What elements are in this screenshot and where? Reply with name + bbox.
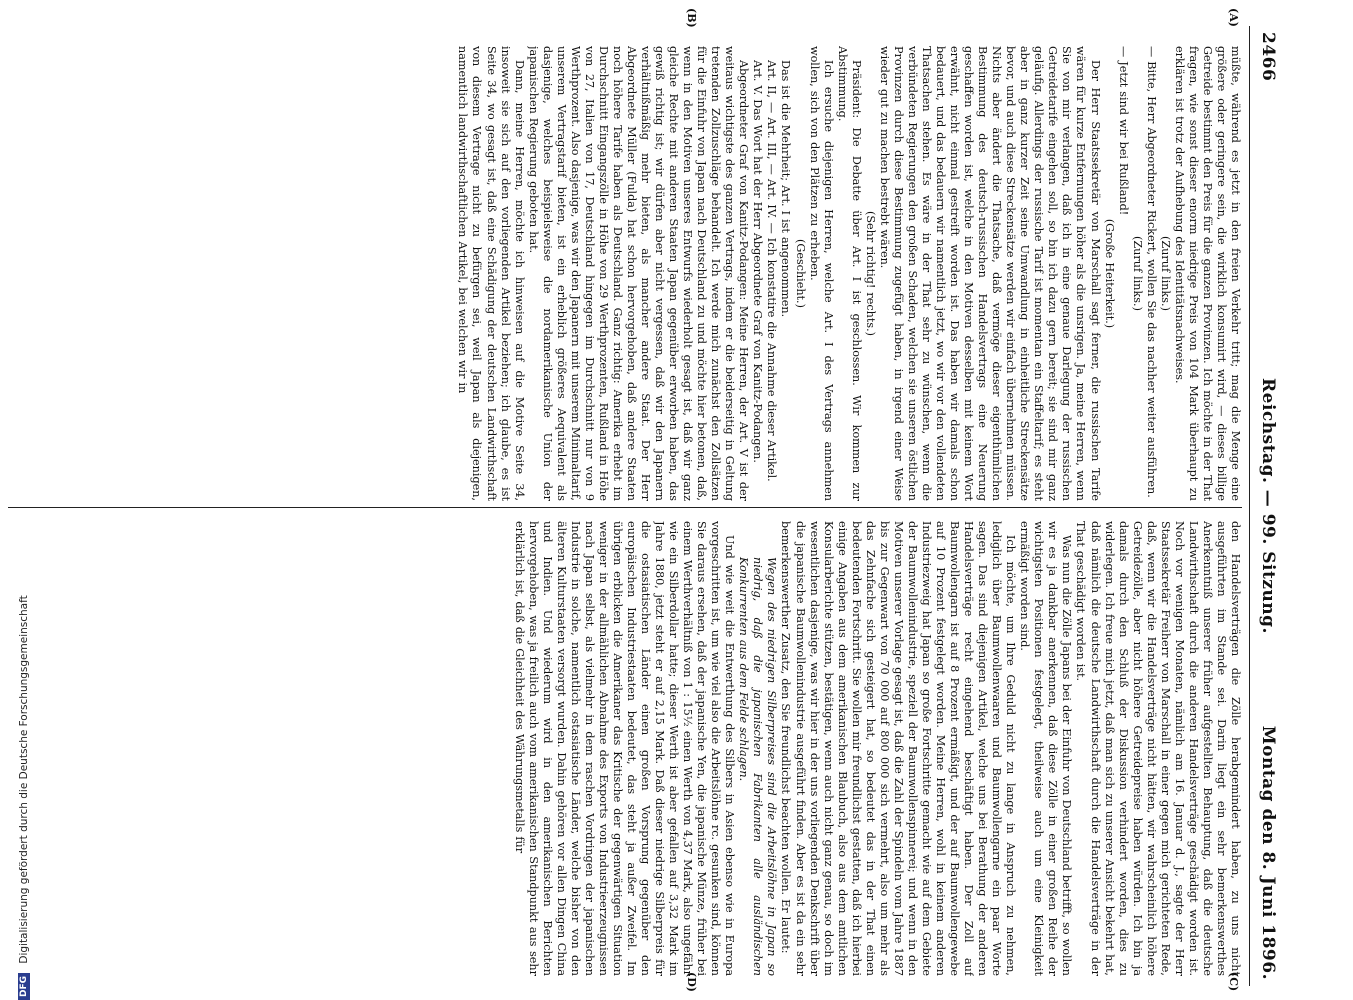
paragraph: Dann, meine Herren, möchte ich hinweisen auf die Motive Seite 34, insoweit sie sich auf den vorliegenden Artikel beziehen; ich glaube, es ist Seite 34, wo gesagt ist, daß eine Schädigung der deutschen Landwirthschaft von diesem Vertrage nicht zu befürgen sei, weil Japan als diejenigen, namentlich landwirthschaftlichen Artikel, bei welchen wir in [456, 46, 526, 501]
paragraph: Abgeordneter Graf von Kanitz-Podangen: Meine Herren, der Art. V ist der weitaus wichtigste des ganzen Vertrags, indem er die beiderseitig in Geltung tretenden Zollzuschläge behandelt. Ich werde mich zunächst den Zollsätzen für die Einfuhr von Japan nach Deutschland zu und möchte hier betonen, daß, wenn in den Motiven unseres Entwurfs wiederholt gesagt ist, daß wir ganz gleiche Rechte mit anderen Staaten Japan gegenüber erworben haben, das gewiß richtig ist; wir dürfen aber nicht vergessen, daß wir den Japanern verhältnißmäßig mehr bieten, als mancher andere Staat. Der Herr Abgeordnete Müller (Fulda) hat schon hervorgehoben, daß andere Staaten noch höhere Tarife haben als Deutschland. Ganz richtig: Amerika erhebt im Durchschnitt Eingangszölle in Höhe von 29 Werthprozenten, Rußland in Höhe von 27, Italien von 17, Deutschland hingegen im Durchschnitt nur von 9 Werthprozent. Also dasjenige, was wir den Japanern mit unserem Minimaltarif, unserem Vertragstarif bieten, ist ein erheblich größeres Aequivalent als dasjenige, welches beispielsweise die nordamerikanische Union der japanischen Regierung geboten hat. [526, 46, 751, 501]
paragraph: Ich ersuche diejenigen Herren, welche Art. I des Vertrags annehmen wollen, sich von den Plätzen zu erheben. [807, 46, 835, 501]
paragraph: Ich möchte, um Ihre Geduld nicht zu lange in Anspruch zu nehmen, lediglich über Baumwollenwaaren und Baumwollengarne ein paar Worte sagen. Das sind diejenigen Artikel, welche uns bei Berathung der anderen Handelsverträge recht eingehend beschäftigt haben. Der Zoll auf Baumwollengarn ist auf 8 Prozent ermäßigt, und der auf Baumwollengewebe auf 10 Prozent festgelegt worden. Meine Herren, wohl in keinem anderen Industriezweig hat Japan so große Fortschritte gemacht wie auf dem Gebiete der Baumwollenindustrie, speziell der Baumwollenspinnerei; und wenn in den Motiven unserer Vorlage gesagt ist, daß die Zahl der Spindeln vom Jahre 1887 bis zur Gegenwart von 70 000 auf 800 000 sich vermehrt, also um mehr als das Zehnfache sich gesteigert hat, so bedeutet das in der That einen bedeutenden Fortschritt. Sie wollen mir freundlichst gestatten, daß ich hierbei einige Angaben aus dem amerikanischen Blaubuch, also aus dem amtlichen Konsularberichte stützen, bestätigen, wenn auch nicht ganz genau, so doch im wesentlichen dasjenige, was wir hier in der uns vorliegenden Denkschrift über die japanische Baumwollenindustrie ausgeführt finden. Aber es ist da ein sehr bemerkenswerther Zusatz, den Sie freundlichst beachten wollen. Er lautet: [779, 521, 1018, 976]
session-title: Reichstag. — 99. Sitzung. [1258, 378, 1278, 634]
page-number: 2466 [1258, 32, 1278, 82]
dfg-logo: DFG [18, 973, 30, 1000]
page-header [1249, 26, 1284, 986]
interjection: (Zuruf links.) [1130, 236, 1144, 311]
interjection: (Große Heiterkeit.) [1102, 218, 1116, 329]
margin-marker-a: (A) [1227, 8, 1240, 27]
digitization-footer [18, 0, 34, 1000]
text-columns [8, 8, 1242, 992]
paragraph: müßte, während es jetzt in den freien Verkehr tritt; mag die Menge eine größere oder geringere sein, die wirklich konsumirt wird, — dieses billige Getreide bestimmt den Preis für die ganzen Provinzen. Ich möchte in der That fragen, wie sonst dieser enorm niedrige Preis von 104 Mark überhaupt zu erklären ist trotz der Aufhebung des Identitätsnachweises. [1172, 46, 1242, 501]
paragraph: Das ist die Mehrheit; Art. I ist angenommen. [779, 60, 793, 318]
interjection: (Sehr richtig! rechts.) [863, 210, 877, 337]
column-divider [8, 507, 1242, 508]
right-column [8, 521, 1242, 976]
paragraph: — Jetzt sind wir bei Rußland! [1116, 46, 1130, 216]
paragraph: Der Herr Staatssekretär von Marschall sagt ferner, die russischen Tarife wären für kurze Entfernungen höher als die unsrigen. Ja, meine Herren, wenn Sie von mir verlangen, daß ich in eine genaue Darlegung der russischen Getreidetarife eingehen soll, so bin ich dazu gern bereit; sie sind mir ganz geläufig. Allerdings der russische Tarif ist momentan ein Staffeltarif; es steht aber in ganz kurzer Zeit seine Umwandlung in einheitliche Streckensätze bevor, und auch diese Streckensätze werden wir einfach übernehmen müssen. Nichts aber ändert die Thatsache, daß vermöge dieser eigenthümlichen Bestimmung des deutsch-russischen Handelsvertrags eine Neuerung geschaffen worden ist, welche in den Motiven desselben mit keinem Wort erwähnt, nicht einmal gestreift worden ist. Das haben wir damals schon bedauert, und das bedauern wir namentlich jetzt, wo wir vor den vollendeten Thatsachen stehen. Es wäre in der That sehr zu wünschen, wenn die verbündeten Regierungen den großen Schaden, welchen sie unseren östlichen Provinzen durch diese Bestimmung zugefügt haben, in irgend einer Weise wieder gut zu machen bestrebt wären. [877, 46, 1102, 501]
margin-marker-c: (C) [1227, 972, 1240, 992]
interjection: (Geschieht.) [793, 239, 807, 308]
left-column [8, 46, 1242, 501]
paragraph: Was nun die Zölle Japans bei der Einfuhr von Deutschland betrifft, so wollen wir es ja dankbar anerkennen, daß diese Zölle in einer großen Reihe der wichtigsten Positionen festgelegt, theilweise auch um eine Kleinigkeit ermäßigt worden sind. [1018, 521, 1074, 976]
footer-text: Digitalisierung gefördert durch die Deutsche Forschungsgemeinschaft [18, 595, 30, 964]
paragraph: Art. V. Das Wort hat der Herr Abgeordnete Graf von Kanitz-Podangen. [751, 60, 765, 463]
margin-marker-d: (D) [685, 972, 698, 992]
paragraph: Präsident: Die Debatte über Art. I ist geschlossen. Wir kommen zur Abstimmung. [835, 46, 863, 501]
quotation: Wegen des niedrigen Silberpreises sind die Arbeitslöhne in Japan so niedrig, daß die japanischen Fabrikanten alle ausländischen Konkurrenten aus dem Felde schlagen. [737, 557, 779, 976]
session-date: Montag den 8. Juni 1896. [1258, 725, 1278, 980]
paragraph: Art. II, — Art. III, — Art. IV. — Ich konstatire die Annahme dieser Artikel. [765, 60, 779, 482]
paragraph: — Bitte, Herr Abgeordneter Rickert, wollen Sie das nachher weiter ausführen. [1144, 46, 1158, 498]
margin-marker-b: (B) [685, 8, 698, 28]
paragraph: Und wie weit die Entwerthung des Silbers in Asien ebenso wie in Europa vorgeschritten ist, um wie viel also die Arbeitslöhne rc. gesunken sind, können Sie daraus ersehen, daß der japanische Yen, die japanische Münze, früher bei einem Werthverhältniß von 1 : 15½ einen Werth von 4,37 Mark, also ungefähr wie ein Silberdollar hatte; dieser Werth ist aber gefallen auf 3,32 Mark im Jahre 1880, jetzt steht er auf 2,15 Mark. Daß dieser niedrige Silberpreis für die ostasiatischen Länder einen großen Vorsprung gegenüber den europäischen Industriestaaten bedeutet, das steht ja außer Zweifel. Im übrigen erblicken die Amerikaner das Kritische der gegenwärtigen Situation weniger in der allmählichen Abnahme des Exports von Industrieerzeugnissen nach Japan selbst, als vielmehr in dem raschen Vordringen der japanischen Industrie in solche, namentlich ostasiatische Länder, welche bisher von den älteren Kulturstaaten versorgt wurden. Dahin gehören vor allen Dingen China und Indien. Und wiederum wird in den amerikanischen Berichten hervorgehoben, was ja freilich auch vom amerikanischen Standpunkt aus sehr erklärlich ist, daß die Gleichheit des Währungsmetalls für [512, 521, 737, 976]
paragraph: den Handelsverträgen die Zölle herabgemindert haben, zu uns nicht ausgeführten im Stande sei. Darin liegt ein sehr bemerkenswerthes Anerkenntniß unserer früher aufgestellten Behauptung, daß die deutsche Landwirthschaft durch die anderen Handelsverträge geschädigt worden ist. Noch vor wenigen Monaten, nämlich am 16. Januar d. J., sagte der Herr Staatssekretär Freiherr von Marschall in einer gegen mich gerichteten Rede, daß, wenn wir die Handelsverträge nicht hätten, wir wahrscheinlich höhere Getreidezölle, aber nicht höhere Getreidepreise haben würden. Ich bin ja damals durch den Schluß der Diskussion verhindert worden, dies zu widerlegen. Ich freue mich jetzt, daß man sich zu unserer Ansicht bekehrt hat, daß nämlich die deutsche Landwirthschaft durch die Handelsverträge in der That geschädigt worden ist. [1074, 521, 1242, 976]
interjection: (Zuruf links.) [1158, 236, 1172, 311]
